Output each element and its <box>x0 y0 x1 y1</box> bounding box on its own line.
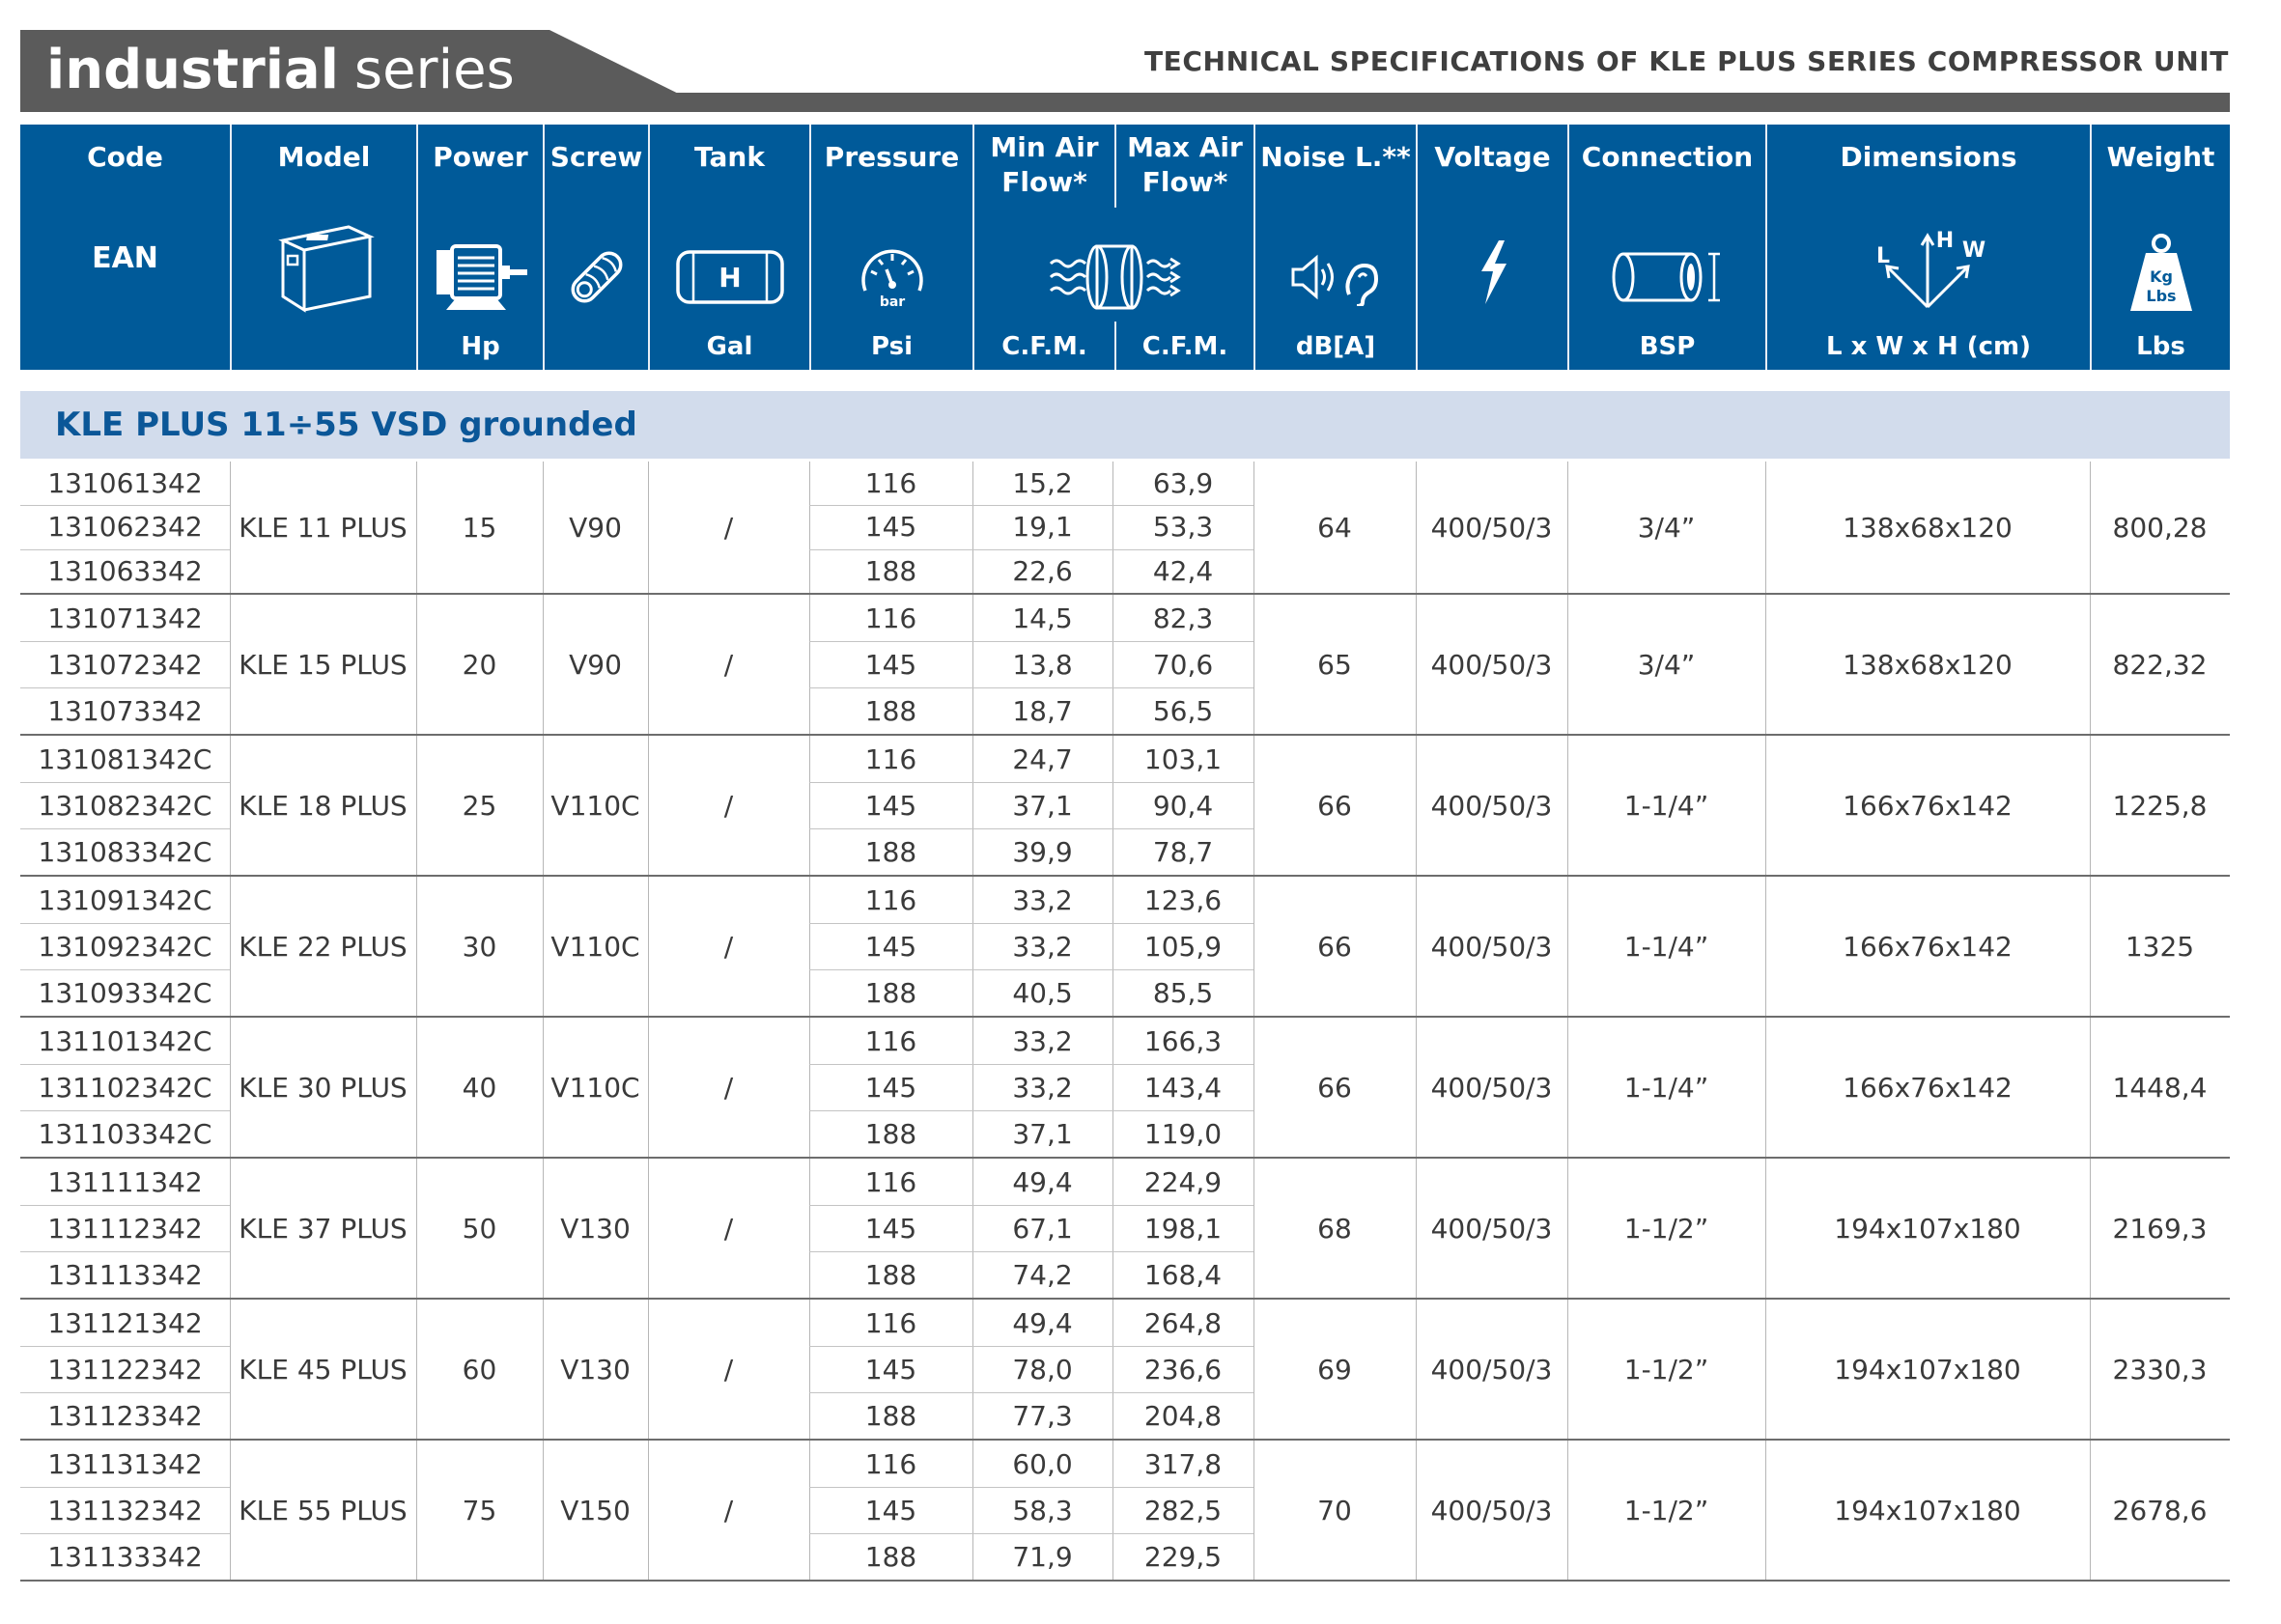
cell-connection: 1-1/4” <box>1623 930 1709 963</box>
header-dimensions-unit: L x W x H (cm) <box>1825 332 2032 361</box>
cell-codes: 131063342 <box>47 554 203 587</box>
weight-icon-lbs: Lbs <box>2145 287 2177 305</box>
cell-min-air: 71,9 <box>1012 1540 1073 1573</box>
pressure-icon-text: bar <box>879 294 905 310</box>
cell-tank: / <box>723 1353 734 1386</box>
table-row-group <box>20 736 2230 877</box>
header-connection <box>1567 125 1765 370</box>
cell-pressure: 116 <box>864 602 917 634</box>
header-dimensions <box>1765 125 2090 370</box>
cell-min-air: 33,2 <box>1012 930 1073 963</box>
cell-min-air: 18,7 <box>1012 694 1073 727</box>
header-max-air-line2: Flow* <box>1141 166 1228 198</box>
header-code <box>20 125 230 370</box>
table-row-group <box>20 595 2230 736</box>
cell-codes: 131123342 <box>47 1399 203 1432</box>
cell-voltage: 400/50/3 <box>1430 1353 1553 1386</box>
cell-pressure: 145 <box>864 1212 917 1245</box>
cell-max-air: 70,6 <box>1152 648 1214 681</box>
header-pressure <box>809 125 972 370</box>
header-max-air <box>1114 130 1255 200</box>
header-weight-label: Weight <box>2106 141 2215 173</box>
cell-model: KLE 22 PLUS <box>239 930 408 963</box>
cell-screw: V110C <box>550 930 640 963</box>
cell-pressure: 145 <box>864 511 917 544</box>
header-voltage <box>1416 125 1567 370</box>
header-pressure-unit: Psi <box>871 332 913 361</box>
cell-pressure: 188 <box>864 1117 917 1150</box>
cell-pressure: 188 <box>864 554 917 587</box>
header-noise <box>1253 125 1416 370</box>
cell-max-air: 264,8 <box>1143 1306 1223 1339</box>
cell-pressure: 188 <box>864 694 917 727</box>
group-title: KLE PLUS 11÷55 VSD grounded <box>55 406 637 444</box>
cell-codes: 131111342 <box>47 1165 203 1198</box>
motor-icon <box>433 242 529 312</box>
cell-codes: 131133342 <box>47 1540 203 1573</box>
table-row-group <box>20 1441 2230 1582</box>
cell-dimensions: 166x76x142 <box>1843 930 2013 963</box>
cell-connection: 3/4” <box>1637 511 1696 544</box>
cell-model: KLE 11 PLUS <box>239 511 408 544</box>
cell-pressure: 116 <box>864 1024 917 1057</box>
cell-codes: 131103342C <box>38 1117 212 1150</box>
cell-min-air: 33,2 <box>1012 883 1073 916</box>
cell-weight: 822,32 <box>2112 648 2208 681</box>
cell-max-air: 166,3 <box>1143 1024 1223 1057</box>
cell-dimensions: 166x76x142 <box>1843 1071 2013 1104</box>
cell-max-air: 143,4 <box>1143 1071 1223 1104</box>
header-connection-unit: BSP <box>1639 332 1696 361</box>
pipe-connection-icon <box>1610 248 1726 306</box>
cell-codes: 131131342 <box>47 1447 203 1480</box>
cell-min-air: 15,2 <box>1012 467 1073 500</box>
dimensions-icon-l: L <box>1875 244 1891 268</box>
cell-min-air: 78,0 <box>1012 1353 1073 1386</box>
series-title-light: series <box>353 39 515 101</box>
cell-dimensions: 194x107x180 <box>1834 1494 2021 1526</box>
tank-icon-letter: H <box>718 262 742 294</box>
cell-connection: 1-1/4” <box>1623 1071 1709 1104</box>
cell-min-air: 39,9 <box>1012 835 1073 868</box>
cell-max-air: 78,7 <box>1152 835 1214 868</box>
cell-codes: 131082342C <box>38 789 212 822</box>
header-screw-label: Screw <box>549 141 643 173</box>
cell-model: KLE 18 PLUS <box>239 789 408 822</box>
cell-model: KLE 45 PLUS <box>239 1353 408 1386</box>
cell-connection: 1-1/2” <box>1623 1212 1709 1245</box>
cell-min-air: 33,2 <box>1012 1024 1073 1057</box>
cell-pressure: 145 <box>864 1071 917 1104</box>
cell-min-air: 58,3 <box>1012 1494 1073 1526</box>
cell-codes: 131071342 <box>47 602 203 634</box>
cell-power: 30 <box>462 930 497 963</box>
cell-codes: 131061342 <box>47 467 203 500</box>
cell-pressure: 116 <box>864 1447 917 1480</box>
cell-pressure: 116 <box>864 1306 917 1339</box>
cell-noise: 68 <box>1317 1212 1352 1245</box>
cell-max-air: 317,8 <box>1143 1447 1223 1480</box>
cell-connection: 1-1/4” <box>1623 789 1709 822</box>
cell-max-air: 224,9 <box>1143 1165 1223 1198</box>
cell-max-air: 63,9 <box>1152 467 1214 500</box>
lightning-icon <box>1476 238 1510 306</box>
cell-model: KLE 37 PLUS <box>239 1212 408 1245</box>
cell-weight: 2330,3 <box>2112 1353 2208 1386</box>
header-min-air <box>974 130 1114 200</box>
cell-voltage: 400/50/3 <box>1430 930 1553 963</box>
series-title <box>46 35 515 106</box>
cell-screw: V110C <box>550 1071 640 1104</box>
cell-min-air: 60,0 <box>1012 1447 1073 1480</box>
header-max-air-line1: Max Air <box>1127 131 1243 163</box>
cell-connection: 1-1/2” <box>1623 1353 1709 1386</box>
cell-noise: 64 <box>1317 511 1352 544</box>
cell-codes: 131101342C <box>38 1024 212 1057</box>
cell-noise: 66 <box>1317 1071 1352 1104</box>
cell-min-air: 74,2 <box>1012 1258 1073 1291</box>
cell-codes: 131081342C <box>38 742 212 775</box>
cell-min-air: 49,4 <box>1012 1306 1073 1339</box>
cell-max-air: 119,0 <box>1143 1117 1223 1150</box>
header-code-sub: EAN <box>92 240 158 275</box>
header-model-label: Model <box>277 141 371 173</box>
cell-max-air: 85,5 <box>1152 976 1214 1009</box>
cell-noise: 66 <box>1317 789 1352 822</box>
cell-codes: 131093342C <box>38 976 212 1009</box>
cell-min-air: 67,1 <box>1012 1212 1073 1245</box>
noise-ear-icon <box>1289 248 1382 306</box>
cell-tank: / <box>723 930 734 963</box>
cell-pressure: 116 <box>864 883 917 916</box>
cell-max-air: 42,4 <box>1152 554 1214 587</box>
cell-screw: V90 <box>569 511 622 544</box>
cell-codes: 131132342 <box>47 1494 203 1526</box>
cell-pressure: 145 <box>864 789 917 822</box>
cell-pressure: 116 <box>864 1165 917 1198</box>
air-flow-icon <box>1047 238 1182 316</box>
header-power-label: Power <box>433 141 528 173</box>
header-tank-label: Tank <box>694 141 765 173</box>
cell-power: 25 <box>462 789 497 822</box>
dimensions-icon-h: H <box>1935 229 1955 253</box>
cell-weight: 2678,6 <box>2112 1494 2208 1526</box>
screw-rotor-icon <box>558 238 635 316</box>
cell-codes: 131092342C <box>38 930 212 963</box>
cell-pressure: 116 <box>864 467 917 500</box>
spec-table-body <box>20 462 2230 1582</box>
cell-min-air: 37,1 <box>1012 789 1073 822</box>
cell-model: KLE 30 PLUS <box>239 1071 408 1104</box>
cell-max-air: 204,8 <box>1143 1399 1223 1432</box>
cell-weight: 1448,4 <box>2112 1071 2208 1104</box>
cell-voltage: 400/50/3 <box>1430 648 1553 681</box>
cell-codes: 131083342C <box>38 835 212 868</box>
header-tank <box>648 125 809 370</box>
weight-icon <box>2126 232 2196 315</box>
cell-max-air: 82,3 <box>1152 602 1214 634</box>
cell-connection: 3/4” <box>1637 648 1696 681</box>
header-max-air-unit: C.F.M. <box>1141 332 1228 361</box>
cell-tank: / <box>723 1071 734 1104</box>
cell-pressure: 188 <box>864 1258 917 1291</box>
cell-pressure: 188 <box>864 976 917 1009</box>
cell-max-air: 123,6 <box>1143 883 1223 916</box>
header-code-label: Code <box>87 141 163 173</box>
cell-pressure: 145 <box>864 930 917 963</box>
cell-tank: / <box>723 511 734 544</box>
cell-weight: 2169,3 <box>2112 1212 2208 1245</box>
document-title: TECHNICAL SPECIFICATIONS OF KLE PLUS SERIES COMPRESSOR UNIT <box>1143 45 2229 77</box>
cell-min-air: 19,1 <box>1012 511 1073 544</box>
table-row-group <box>20 462 2230 595</box>
cell-pressure: 145 <box>864 648 917 681</box>
cell-tank: / <box>723 648 734 681</box>
cell-pressure: 188 <box>864 1540 917 1573</box>
cell-screw: V110C <box>550 789 640 822</box>
cell-max-air: 168,4 <box>1143 1258 1223 1291</box>
cell-codes: 131113342 <box>47 1258 203 1291</box>
cell-weight: 1225,8 <box>2112 789 2208 822</box>
header-weight-unit: Lbs <box>2136 332 2185 361</box>
cell-model: KLE 15 PLUS <box>239 648 408 681</box>
series-title-bold: industrial <box>46 39 339 101</box>
cell-codes: 131091342C <box>38 883 212 916</box>
cell-voltage: 400/50/3 <box>1430 789 1553 822</box>
cell-pressure: 145 <box>864 1353 917 1386</box>
cell-power: 40 <box>462 1071 497 1104</box>
cell-max-air: 198,1 <box>1143 1212 1223 1245</box>
header-tank-unit: Gal <box>706 332 753 361</box>
cell-power: 50 <box>462 1212 497 1245</box>
cell-codes: 131121342 <box>47 1306 203 1339</box>
table-row-group <box>20 1300 2230 1441</box>
cell-min-air: 37,1 <box>1012 1117 1073 1150</box>
cell-pressure: 116 <box>864 742 917 775</box>
cell-max-air: 282,5 <box>1143 1494 1223 1526</box>
cell-noise: 69 <box>1317 1353 1352 1386</box>
cell-max-air: 105,9 <box>1143 930 1223 963</box>
cell-codes: 131072342 <box>47 648 203 681</box>
cell-max-air: 90,4 <box>1152 789 1214 822</box>
cell-connection: 1-1/2” <box>1623 1494 1709 1526</box>
dimensions-icon <box>1866 224 1991 321</box>
table-row-group <box>20 1018 2230 1159</box>
cell-power: 75 <box>462 1494 497 1526</box>
cell-tank: / <box>723 1212 734 1245</box>
header-noise-unit: dB[A] <box>1295 332 1376 361</box>
cell-max-air: 229,5 <box>1143 1540 1223 1573</box>
header-screw <box>543 125 648 370</box>
cell-power: 20 <box>462 648 497 681</box>
cell-codes: 131122342 <box>47 1353 203 1386</box>
cell-min-air: 77,3 <box>1012 1399 1073 1432</box>
cell-codes: 131102342C <box>38 1071 212 1104</box>
cell-dimensions: 138x68x120 <box>1843 511 2013 544</box>
cell-min-air: 13,8 <box>1012 648 1073 681</box>
header-model <box>230 125 416 370</box>
cell-dimensions: 138x68x120 <box>1843 648 2013 681</box>
table-row-group <box>20 877 2230 1018</box>
dimensions-icon-w: W <box>1961 238 1986 263</box>
group-bar <box>20 391 2230 459</box>
cell-noise: 70 <box>1317 1494 1352 1526</box>
cell-min-air: 49,4 <box>1012 1165 1073 1198</box>
pressure-gauge-icon <box>858 242 927 312</box>
table-row-group <box>20 1159 2230 1300</box>
cell-max-air: 56,5 <box>1152 694 1214 727</box>
cell-voltage: 400/50/3 <box>1430 1212 1553 1245</box>
header-voltage-label: Voltage <box>1434 141 1551 173</box>
header-pressure-label: Pressure <box>824 141 960 173</box>
header-air-flow <box>972 125 1253 370</box>
cell-min-air: 40,5 <box>1012 976 1073 1009</box>
cell-pressure: 188 <box>864 1399 917 1432</box>
cell-min-air: 33,2 <box>1012 1071 1073 1104</box>
cell-max-air: 103,1 <box>1143 742 1223 775</box>
cell-min-air: 14,5 <box>1012 602 1073 634</box>
cell-min-air: 22,6 <box>1012 554 1073 587</box>
cell-max-air: 236,6 <box>1143 1353 1223 1386</box>
header-weight <box>2090 125 2230 370</box>
cell-pressure: 145 <box>864 1494 917 1526</box>
cell-screw: V130 <box>560 1353 631 1386</box>
cell-power: 15 <box>462 511 497 544</box>
cell-voltage: 400/50/3 <box>1430 1494 1553 1526</box>
compressor-cabinet-icon <box>271 219 378 316</box>
cell-weight: 1325 <box>2125 930 2195 963</box>
cell-screw: V130 <box>560 1212 631 1245</box>
cell-dimensions: 194x107x180 <box>1834 1353 2021 1386</box>
cell-screw: V150 <box>560 1494 631 1526</box>
cell-codes: 131073342 <box>47 694 203 727</box>
cell-noise: 66 <box>1317 930 1352 963</box>
header-connection-label: Connection <box>1581 141 1754 173</box>
tank-icon <box>674 246 786 308</box>
spec-table-header <box>20 125 2230 370</box>
cell-weight: 800,28 <box>2112 511 2208 544</box>
header-power-unit: Hp <box>461 332 500 361</box>
cell-codes: 131062342 <box>47 511 203 544</box>
cell-dimensions: 166x76x142 <box>1843 789 2013 822</box>
cell-min-air: 24,7 <box>1012 742 1073 775</box>
cell-codes: 131112342 <box>47 1212 203 1245</box>
cell-noise: 65 <box>1317 648 1352 681</box>
header-power <box>416 125 543 370</box>
cell-voltage: 400/50/3 <box>1430 1071 1553 1104</box>
cell-max-air: 53,3 <box>1152 511 1214 544</box>
weight-icon-kg: Kg <box>2149 267 2173 286</box>
header-dimensions-label: Dimensions <box>1840 141 2017 173</box>
cell-pressure: 188 <box>864 835 917 868</box>
header-noise-label: Noise L.** <box>1260 141 1411 173</box>
header-min-air-line1: Min Air <box>990 131 1099 163</box>
cell-dimensions: 194x107x180 <box>1834 1212 2021 1245</box>
cell-screw: V90 <box>569 648 622 681</box>
header-min-air-unit: C.F.M. <box>1001 332 1087 361</box>
cell-voltage: 400/50/3 <box>1430 511 1553 544</box>
header-min-air-line2: Flow* <box>1001 166 1087 198</box>
cell-tank: / <box>723 1494 734 1526</box>
cell-tank: / <box>723 789 734 822</box>
cell-power: 60 <box>462 1353 497 1386</box>
cell-model: KLE 55 PLUS <box>239 1494 408 1526</box>
